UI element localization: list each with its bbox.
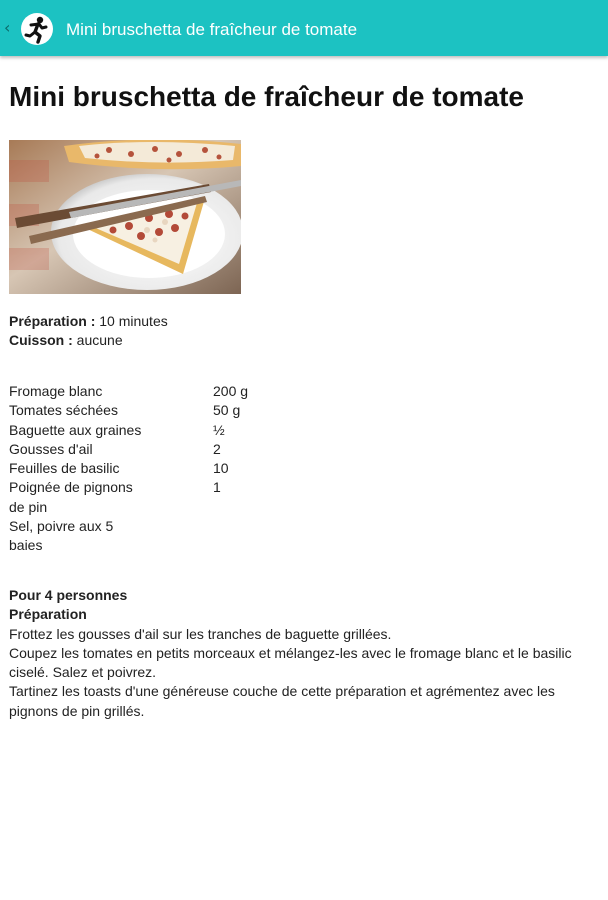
cook-value: aucune bbox=[76, 332, 123, 348]
recipe-times bbox=[9, 312, 168, 350]
ingredient-name: Gousses d'ail bbox=[9, 440, 93, 457]
ingredient-row bbox=[9, 440, 309, 459]
ingredient-name: Feuilles de basilic bbox=[9, 460, 120, 477]
ingredient-row bbox=[9, 401, 309, 420]
ingredient-qty: 2 bbox=[213, 440, 221, 457]
chevron-left-icon: ‹ bbox=[4, 18, 11, 37]
servings: Pour 4 personnes bbox=[9, 587, 128, 603]
ingredient-qty: 50 g bbox=[213, 402, 241, 419]
app-bar bbox=[0, 0, 608, 56]
bruschetta-photo bbox=[9, 140, 241, 294]
ingredient-row bbox=[9, 421, 309, 440]
directions-heading: Préparation bbox=[9, 606, 87, 623]
ingredient-row bbox=[9, 459, 309, 478]
page-title: Mini bruschetta de fraîcheur de tomate bbox=[9, 81, 524, 112]
ingredient-name: Fromage blanc bbox=[9, 383, 103, 399]
ingredient-row bbox=[9, 382, 309, 401]
cook-label: Cuisson : bbox=[9, 332, 73, 348]
cook-time bbox=[9, 331, 168, 350]
recipe-content bbox=[0, 56, 608, 900]
ingredient-name: Tomates séchées bbox=[9, 402, 118, 419]
ingredient-qty: 1 bbox=[213, 479, 221, 496]
ingredient-qty: 200 g bbox=[213, 383, 249, 399]
ingredient-qty: ½ bbox=[213, 421, 225, 438]
directions bbox=[9, 586, 601, 721]
runner-logo-icon bbox=[20, 12, 54, 46]
step-text: Frottez les gousses d'ail sur les tranches de baguette grillées. bbox=[9, 625, 392, 642]
prep-value: 10 minutes bbox=[99, 313, 168, 329]
app-bar-title: Mini bruschetta de fraîcheur de tomate bbox=[66, 20, 358, 39]
ingredient-name: Poignée de pignons de pin bbox=[9, 479, 133, 515]
step-text: Tartinez les toasts d'une généreuse couche de cette préparation et agrémentez avec les pignons de pin grillés. bbox=[9, 683, 555, 719]
ingredients-list bbox=[9, 382, 309, 556]
ingredient-name: Sel, poivre aux 5 baies bbox=[9, 518, 114, 554]
back-button[interactable] bbox=[0, 8, 60, 48]
ingredient-qty: 10 bbox=[213, 460, 229, 477]
ingredient-name: Baguette aux graines bbox=[9, 421, 142, 438]
prep-time bbox=[9, 312, 168, 331]
ingredient-row bbox=[9, 517, 309, 556]
step-text: Coupez les tomates en petits morceaux et mélangez-les avec le fromage blanc et le basilic ciselé. Salez et poivrez. bbox=[9, 644, 572, 681]
ingredient-row bbox=[9, 478, 309, 517]
prep-label: Préparation : bbox=[9, 313, 96, 329]
